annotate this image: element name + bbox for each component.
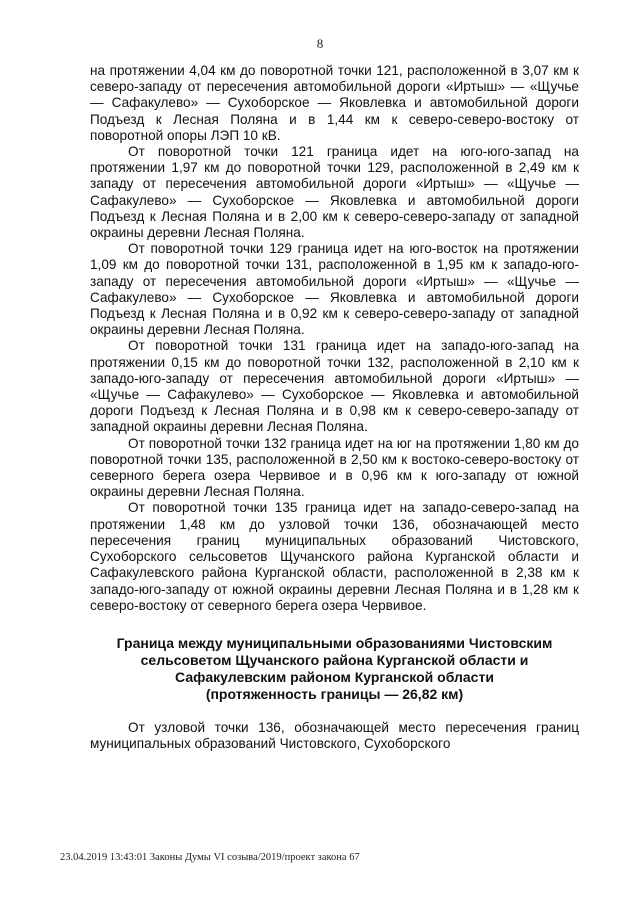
paragraph-continuation: на протяжении 4,04 км до поворотной точки 121, расположенной в 3,07 км к северо-западу от пересечения автомобильной дороги «Иртыш» — «Щучье — Сафакулево» — Сухоборское — Яковлевка и автомобильной дороги Подъезд к Лесная Поляна и в 1,44 км к северо-северо-востоку от поворотной опоры ЛЭП 10 кВ. (90, 63, 579, 143)
section-heading-line-4: (протяженность границы — 26,82 км) (205, 685, 464, 702)
footer-file-info: 23.04.2019 13:43:01 Законы Думы VI созыва/2019/проект закона 67 (60, 852, 360, 863)
document-body (90, 63, 579, 752)
paragraph-point-135: От поворотной точки 135 граница идет на западо-северо-запад на протяжении 1,48 км до узловой точки 136, обозначающей место пересечения границ муниципальных образований Чистовского, Сухоборского сельсоветов Щучанского района Курганской области и Сафакулевского района Курганской области, расположенной в 2,38 км к западо-юго-западу от южной окраины деревни Лесная Поляна и в 1,28 км к северо-востоку от северного берега озера Червивое. (90, 500, 579, 613)
paragraph-point-136: От узловой точки 136, обозначающей место пересечения границ муниципальных образований Чистовского, Сухоборского (90, 719, 579, 752)
paragraph-point-132: От поворотной точки 132 граница идет на юг на протяжении 1,80 км до поворотной точки 135, расположенной в 2,50 км к востоко-северо-востоку от северного берега озера Червивое и в 0,96 км к юго-западу от южной окраины деревни Лесная Поляна. (90, 435, 579, 500)
paragraph-point-121: От поворотной точки 121 граница идет на юго-юго-запад на протяжении 1,97 км до поворотной точки 129, расположенной в 2,49 км к западу от пересечения автомобильной дороги «Иртыш» — «Щучье — Сафакулево» — Сухоборское — Яковлевка и автомобильной дороги Подъезд к Лесная Поляна и в 2,00 км к северо-северо-западу от западной окраины деревни Лесная Поляна. (90, 144, 579, 241)
section-heading (90, 635, 579, 703)
page-number: 8 (316, 36, 324, 51)
paragraph-point-129: От поворотной точки 129 граница идет на юго-восток на протяжении 1,09 км до поворотной точки 131, расположенной в 1,95 км к западо-юго-западу от пересечения автомобильной дороги «Иртыш» — «Щучье — Сафакулево» — Сухоборское — Яковлевка и автомобильной дороги Подъезд к Лесная Поляна и в 0,92 км к северо-северо-западу от западной окраины деревни Лесная Поляна. (90, 241, 579, 338)
section-heading-line-1: Граница между муниципальными образованиями Чистовским (116, 634, 553, 651)
section-heading-line-3: Сафакулевским районом Курганской области (175, 668, 494, 685)
paragraph-point-131: От поворотной точки 131 граница идет на западо-юго-запад на протяжении 0,15 км до поворотной точки 132, расположенной в 2,10 км к западо-юго-западу от пересечения автомобильной дороги «Иртыш» — «Щучье — Сафакулево» — Сухоборское — Яковлевка и автомобильной дороги Подъезд к Лесная Поляна и в 0,98 км к северо-северо-западу от западной окраины деревни Лесная Поляна. (90, 338, 579, 435)
section-heading-line-2: сельсоветом Щучанского района Курганской области и (140, 651, 529, 668)
